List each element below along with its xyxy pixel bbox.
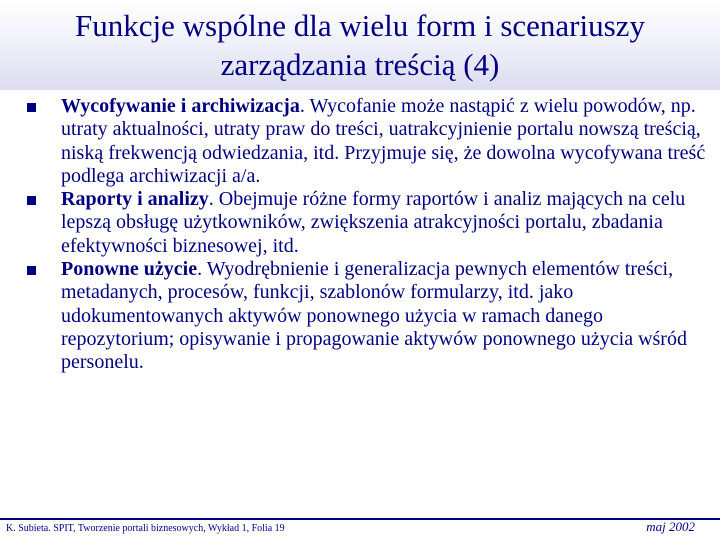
square-bullet-icon (27, 103, 36, 112)
bullet-list (22, 95, 712, 375)
bullet-lead: Wycofywanie i archiwizacja (61, 95, 300, 117)
bullet-item-reports-analyses (22, 188, 712, 258)
bullet-text: . Obejmuje różne formy raportów i analiz mających na celu lepszą obsługę użytkowników, zwiększenia atrakcyjności portalu, zbadania efektywności biznesowej, itd. (61, 188, 686, 257)
bullet-lead: Raporty i analizy (61, 188, 209, 211)
slide-title-line-2: zarządzania treścią (4) (220, 47, 500, 82)
bullet-text: . Wycofanie może nastąpić z wielu powodów, np. utraty aktualności, utraty praw do treści, uatrakcyjnienie portalu nowszą treścią, niską frekwencją odwiedzania, itd. Przyjmuje się, że dowolna wycofywana treść podlega archiwizacji a/a. (61, 95, 706, 187)
bullet-item-withdrawal-archiving (22, 95, 712, 188)
slide-title (20, 6, 700, 84)
square-bullet-icon (27, 266, 36, 275)
slide-title-line-1: Funkcje wspólne dla wielu form i scenariuszy (75, 8, 645, 43)
footer-date: maj 2002 (646, 519, 695, 534)
bullet-text: . Wyodrębnienie i generalizacja pewnych elementów treści, metadanych, procesów, funkcji, szablonów formularzy, itd. jako udokumentowanych aktywów ponownego użycia w ramach danego repozytorium; opisywanie i propagowanie aktywów ponownego użycia wśród personelu. (61, 258, 687, 374)
square-bullet-icon (27, 196, 36, 205)
footer-divider (0, 518, 720, 520)
bullet-item-reuse (22, 258, 712, 374)
footer-citation: K. Subieta. SPIT, Tworzenie portali biznesowych, Wykład 1, Folia 19 (6, 523, 285, 534)
bullet-lead: Ponowne użycie (61, 258, 198, 281)
